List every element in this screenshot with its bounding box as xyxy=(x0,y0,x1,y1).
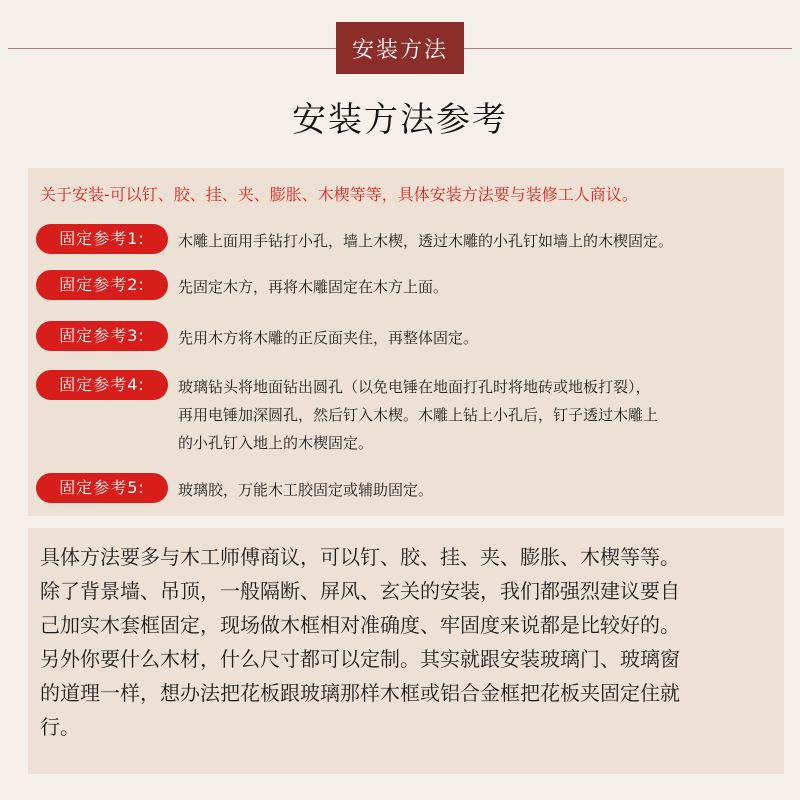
step-3-line: 先用木方将木雕的正反面夹住，再整体固定。 xyxy=(178,329,479,347)
summary-line: 另外你要什么木材，什么尺寸都可以定制。其实就跟安装玻璃门、玻璃窗 xyxy=(40,647,680,671)
step-1-badge: 固定参考1: xyxy=(36,224,168,254)
step-2-badge: 固定参考2: xyxy=(36,270,168,300)
step-4-line: 玻璃钻头将地面钻出圆孔（以免电锤在地面打孔时将地砖或地板打裂）， xyxy=(178,378,651,396)
step-5-badge: 固定参考5: xyxy=(36,473,168,503)
summary-line: 己加实木套框固定，现场做木框相对准确度、牢固度来说都是比较好的。 xyxy=(40,613,680,637)
step-3-text xyxy=(178,324,778,352)
step-4-line: 的小孔钉入地上的木楔固定。 xyxy=(178,434,374,452)
summary-line: 除了背景墙、吊顶，一般隔断、屏风、玄关的安装，我们都强烈建议要自 xyxy=(40,579,680,603)
summary-line: 具体方法要多与木工师傅商议，可以钉、胶、挂、夹、膨胀、木楔等等。 xyxy=(40,545,680,569)
section-tag-label: 安装方法 xyxy=(351,37,448,63)
step-2-text xyxy=(178,273,778,301)
step-1-text xyxy=(178,227,778,255)
step-1-line: 木雕上面用手钻打小孔，墙上木楔，透过木雕的小孔钉如墙上的木楔固定。 xyxy=(178,232,674,250)
intro-text: 关于安装-可以钉、胶、挂、夹、膨胀、木楔等等，具体安装方法要与装修工人商议。 xyxy=(40,185,638,204)
step-4-line: 再用电锤加深圆孔，然后钉入木楔。木雕上钻上小孔后，钉子透过木雕上 xyxy=(178,406,659,424)
summary-text xyxy=(40,540,760,744)
page-title: 安装方法参考 xyxy=(292,100,508,140)
step-2-line: 先固定木方，再将木雕固定在木方上面。 xyxy=(178,278,449,296)
step-3-badge: 固定参考3: xyxy=(36,321,168,351)
step-5-line: 玻璃胶，万能木工胶固定或辅助固定。 xyxy=(178,481,434,499)
summary-line: 行。 xyxy=(40,715,80,739)
step-5-text xyxy=(178,476,778,504)
section-tag xyxy=(336,22,464,74)
summary-line: 的道理一样，想办法把花板跟玻璃那样木框或铝合金框把花板夹固定住就 xyxy=(40,681,680,705)
step-4-badge: 固定参考4: xyxy=(36,370,168,400)
step-4-text xyxy=(178,373,778,457)
